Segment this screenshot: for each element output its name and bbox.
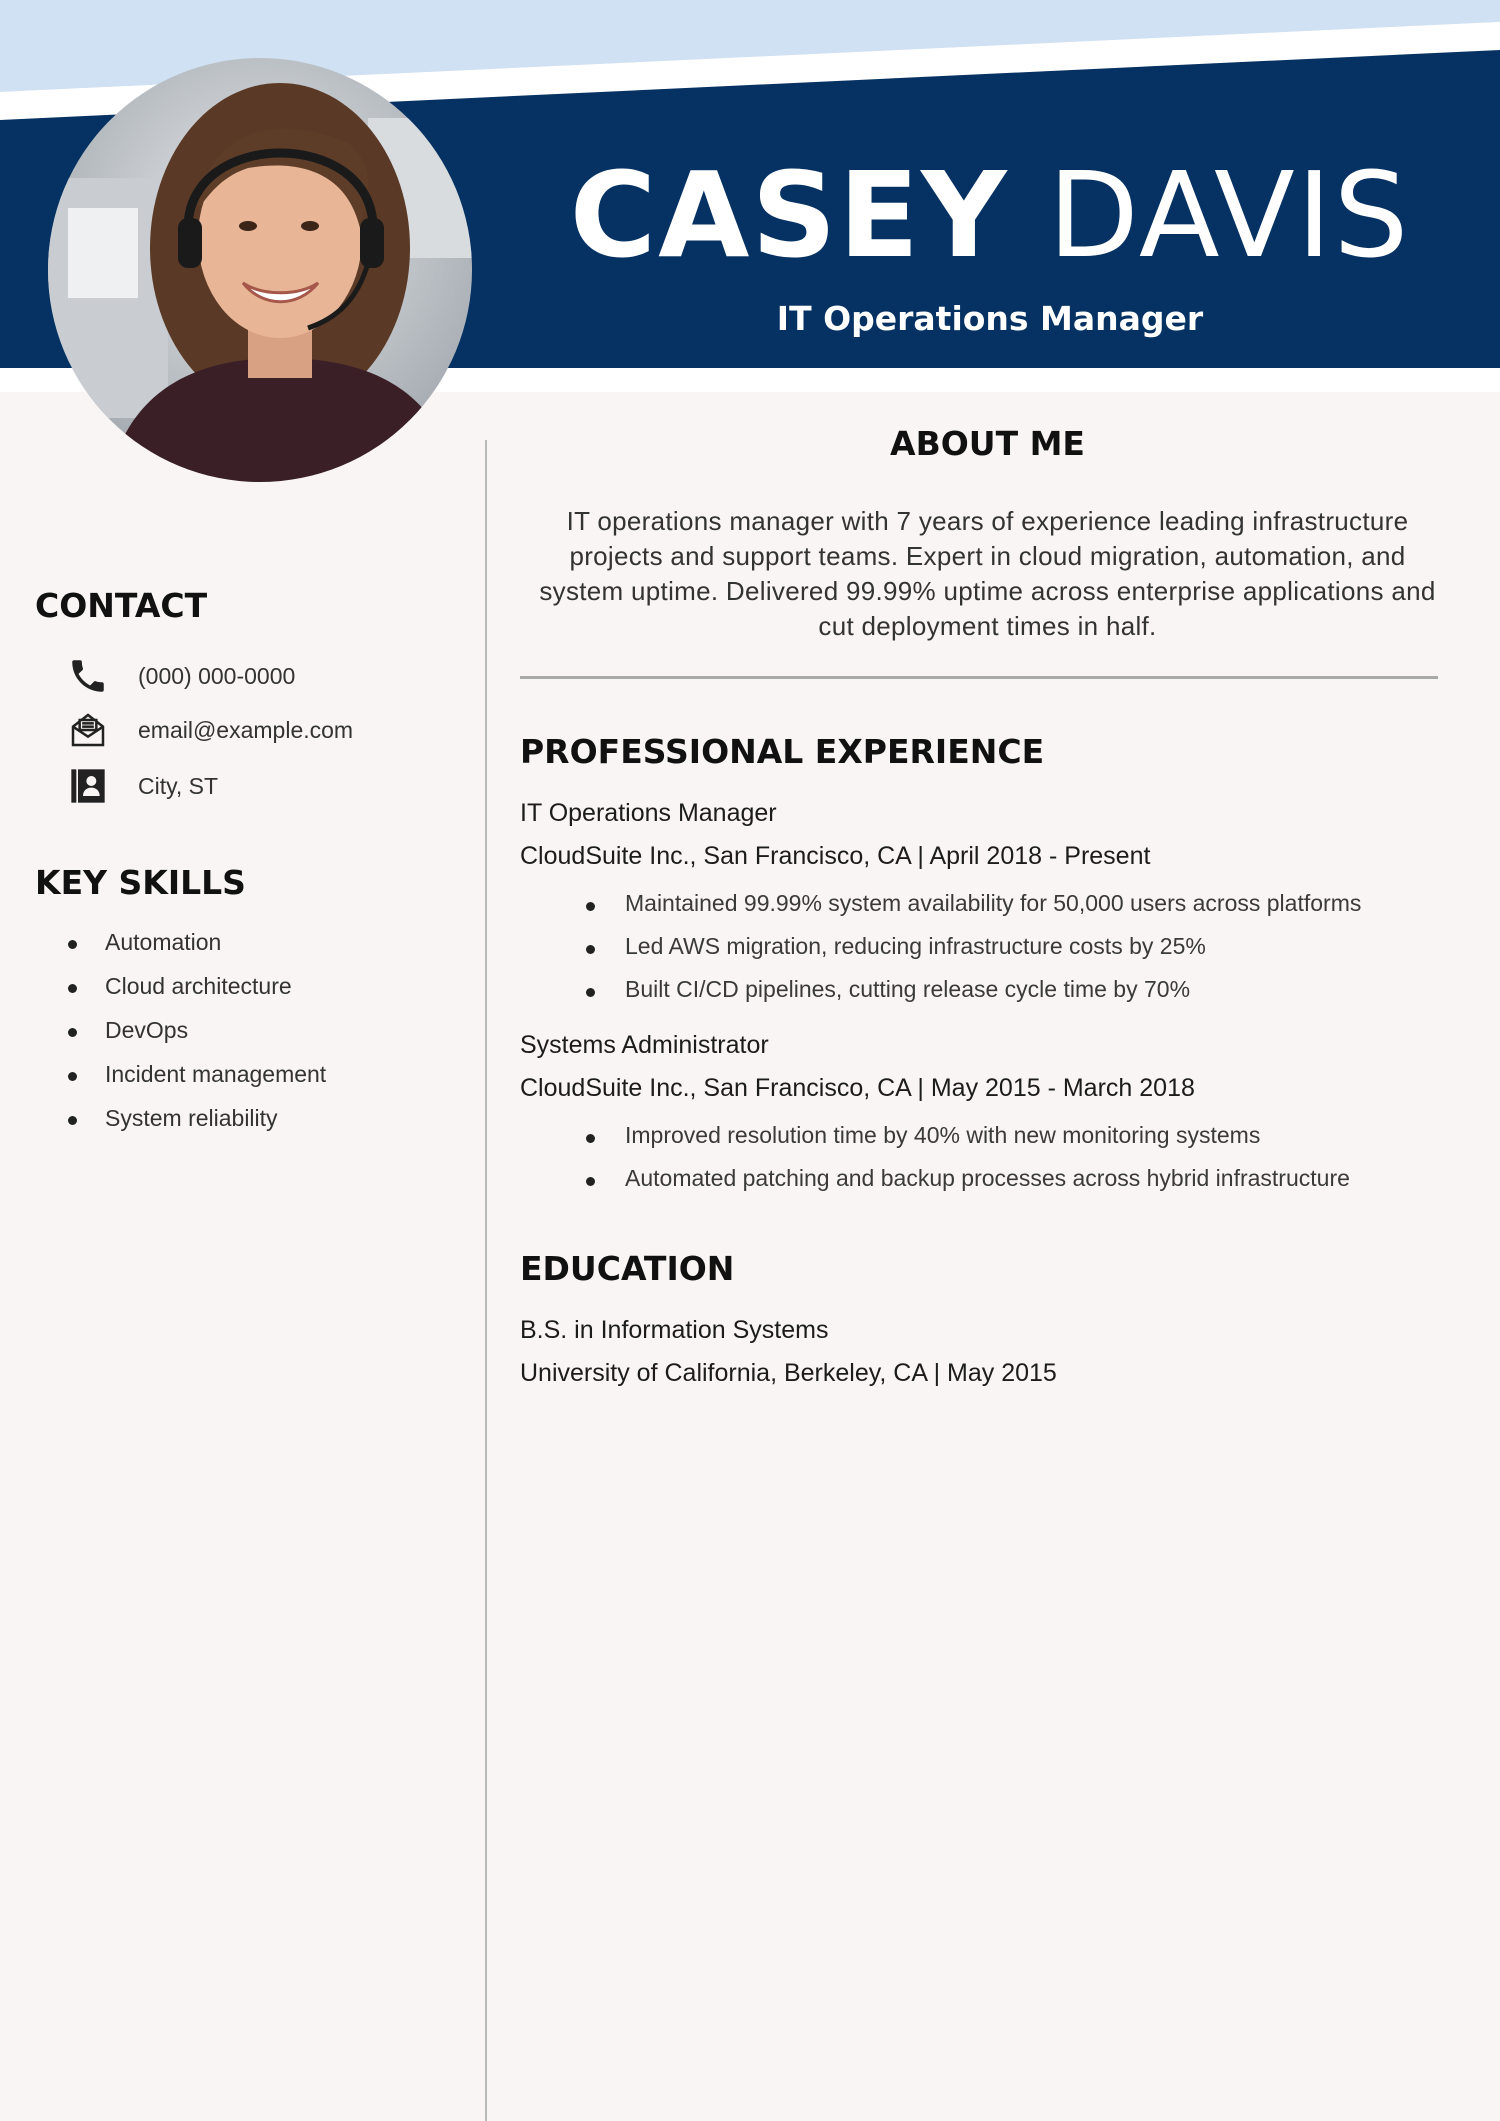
contact-card-icon <box>64 764 112 808</box>
job-bullet: Led AWS migration, reducing infrastructure costs by 25% <box>520 925 1440 968</box>
job-role: Systems Administrator <box>520 1031 769 1059</box>
education-degree: B.S. in Information Systems <box>520 1316 829 1344</box>
candidate-name <box>560 146 1420 284</box>
about-summary <box>520 504 1455 644</box>
email-address: email@example.com <box>138 716 354 743</box>
job-bullet: Improved resolution time by 40% with new monitoring systems <box>520 1114 1440 1157</box>
first-name: CASEY <box>569 146 1009 284</box>
skill-item: System reliability <box>35 1096 455 1140</box>
contact-location <box>64 764 218 808</box>
phone-number: (000) 000-0000 <box>138 662 296 689</box>
contact-email <box>64 708 353 752</box>
contact-heading: CONTACT <box>35 586 208 625</box>
contact-phone <box>64 654 295 698</box>
about-heading: ABOUT ME <box>890 424 1085 463</box>
last-name: DAVIS <box>1048 146 1411 284</box>
job-bullet: Built CI/CD pipelines, cutting release cycle time by 70% <box>520 968 1440 1011</box>
column-divider <box>485 440 487 2121</box>
about-line: system uptime. Delivered 99.99% uptime across enterprise applications and <box>539 576 1436 606</box>
email-icon <box>64 708 112 752</box>
job-bullets <box>520 1114 1440 1200</box>
education-heading: EDUCATION <box>520 1249 735 1288</box>
job-role: IT Operations Manager <box>520 799 777 827</box>
job-bullets <box>520 882 1440 1011</box>
about-line: IT operations manager with 7 years of experience leading infrastructure <box>566 506 1409 536</box>
phone-icon <box>64 654 112 698</box>
job-company: CloudSuite Inc., San Francisco, CA | May 2015 - March 2018 <box>520 1074 1195 1102</box>
job-title: IT Operations Manager <box>776 299 1204 338</box>
job-bullet: Maintained 99.99% system availability for 50,000 users across platforms <box>520 882 1440 925</box>
job-company: CloudSuite Inc., San Francisco, CA | April 2018 - Present <box>520 842 1151 870</box>
location: City, ST <box>138 772 219 799</box>
experience-heading: PROFESSIONAL EXPERIENCE <box>520 732 1045 771</box>
education-school: University of California, Berkeley, CA | May 2015 <box>520 1359 1057 1387</box>
about-line: cut deployment times in half. <box>818 611 1157 641</box>
skill-item: Incident management <box>35 1052 455 1096</box>
job-bullet: Automated patching and backup processes across hybrid infrastructure <box>520 1157 1440 1200</box>
profile-photo <box>48 58 472 482</box>
skill-item: Automation <box>35 920 455 964</box>
skill-item: Cloud architecture <box>35 964 455 1008</box>
skills-heading: KEY SKILLS <box>35 863 246 902</box>
section-divider <box>520 676 1438 679</box>
skills-list <box>35 920 455 1140</box>
about-line: projects and support teams. Expert in cloud migration, automation, and <box>569 541 1406 571</box>
skill-item: DevOps <box>35 1008 455 1052</box>
